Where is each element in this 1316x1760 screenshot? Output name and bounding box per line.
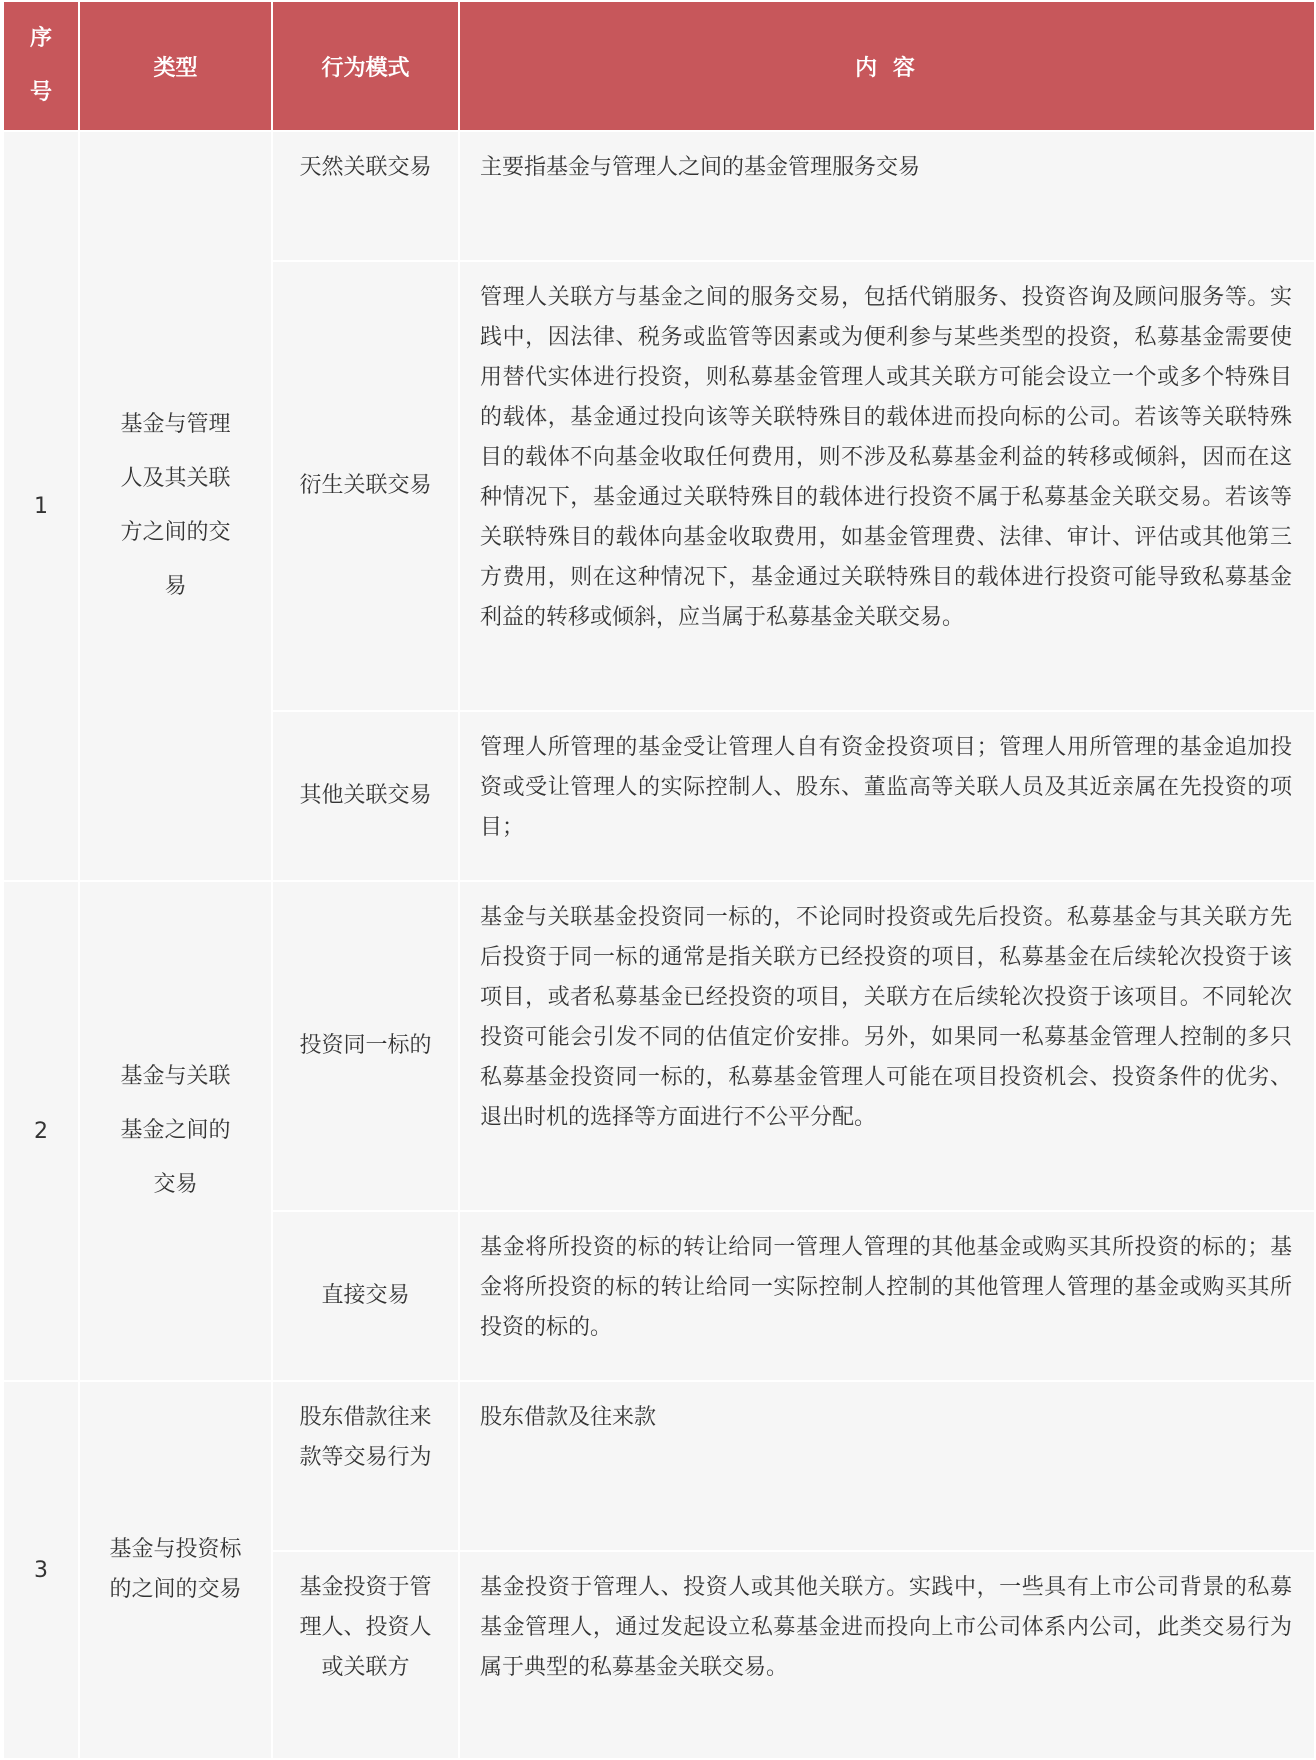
row-content: 股东借款及往来款 <box>459 1381 1315 1551</box>
row-content: 基金投资于管理人、投资人或其他关联方。实践中，一些具有上市公司背景的私募基金管理人，通过发起设立私募基金进而投向上市公司体系内公司，此类交易行为属于典型的私募基金关联交易。 <box>459 1551 1315 1759</box>
row-mode: 投资同一标的 <box>272 881 459 1211</box>
row-content: 基金将所投资的标的转让给同一管理人管理的其他基金或购买其所投资的标的；基金将所投资的标的转让给同一实际控制人控制的其他管理人管理的基金或购买其所投资的标的。 <box>459 1211 1315 1381</box>
row-mode: 衍生关联交易 <box>272 261 459 711</box>
row-mode: 股东借款往来款等交易行为 <box>272 1381 459 1551</box>
row-seq: 1 <box>3 131 79 881</box>
row-content: 基金与关联基金投资同一标的，不论同时投资或先后投资。私募基金与其关联方先后投资于同一标的通常是指关联方已经投资的项目，私募基金在后续轮次投资于该项目，或者私募基金已经投资的项目，关联方在后续轮次投资于该项目。不同轮次投资可能会引发不同的估值定价安排。另外，如果同一私募基金管理人控制的多只私募基金投资同一标的，私募基金管理人可能在项目投资机会、投资条件的优劣、退出时机的选择等方面进行不公平分配。 <box>459 881 1315 1211</box>
row-type: 基金与投资标的之间的交易 <box>79 1381 272 1759</box>
header-row <box>3 2 1315 131</box>
table-row <box>3 881 1315 1211</box>
row-content: 管理人所管理的基金受让管理人自有资金投资项目；管理人用所管理的基金追加投资或受让管理人的实际控制人、股东、董监高等关联人员及其近亲属在先投资的项目； <box>459 711 1315 881</box>
header-content: 内 容 <box>459 2 1315 131</box>
row-mode: 其他关联交易 <box>272 711 459 881</box>
row-seq: 3 <box>3 1381 79 1759</box>
row-type: 基金与关联基金之间的交易 <box>79 881 272 1381</box>
row-mode: 天然关联交易 <box>272 131 459 261</box>
header-seq-line2: 号 <box>29 80 52 105</box>
header-seq-line1: 序 <box>29 26 52 51</box>
row-content: 管理人关联方与基金之间的服务交易，包括代销服务、投资咨询及顾问服务等。实践中，因法律、税务或监管等因素或为便利参与某些类型的投资，私募基金需要使用替代实体进行投资，则私募基金管理人或其关联方可能会设立一个或多个特殊目的载体，基金通过投向该等关联特殊目的载体进而投向标的公司。若该等关联特殊目的载体不向基金收取任何费用，则不涉及私募基金利益的转移或倾斜，因而在这种情况下，基金通过关联特殊目的载体进行投资不属于私募基金关联交易。若该等关联特殊目的载体向基金收取费用，如基金管理费、法律、审计、评估或其他第三方费用，则在这种情况下，基金通过关联特殊目的载体进行投资可能导致私募基金利益的转移或倾斜，应当属于私募基金关联交易。 <box>459 261 1315 711</box>
row-seq: 2 <box>3 881 79 1381</box>
table-row <box>3 131 1315 261</box>
row-mode: 直接交易 <box>272 1211 459 1381</box>
row-type: 基金与管理人及其关联方之间的交易 <box>79 131 272 881</box>
header-type: 类型 <box>79 2 272 131</box>
table-row <box>3 1381 1315 1551</box>
row-content: 主要指基金与管理人之间的基金管理服务交易 <box>459 131 1315 261</box>
header-mode: 行为模式 <box>272 2 459 131</box>
row-mode: 基金投资于管理人、投资人或关联方 <box>272 1551 459 1759</box>
header-seq <box>3 2 79 131</box>
related-transactions-table <box>2 2 1316 1760</box>
